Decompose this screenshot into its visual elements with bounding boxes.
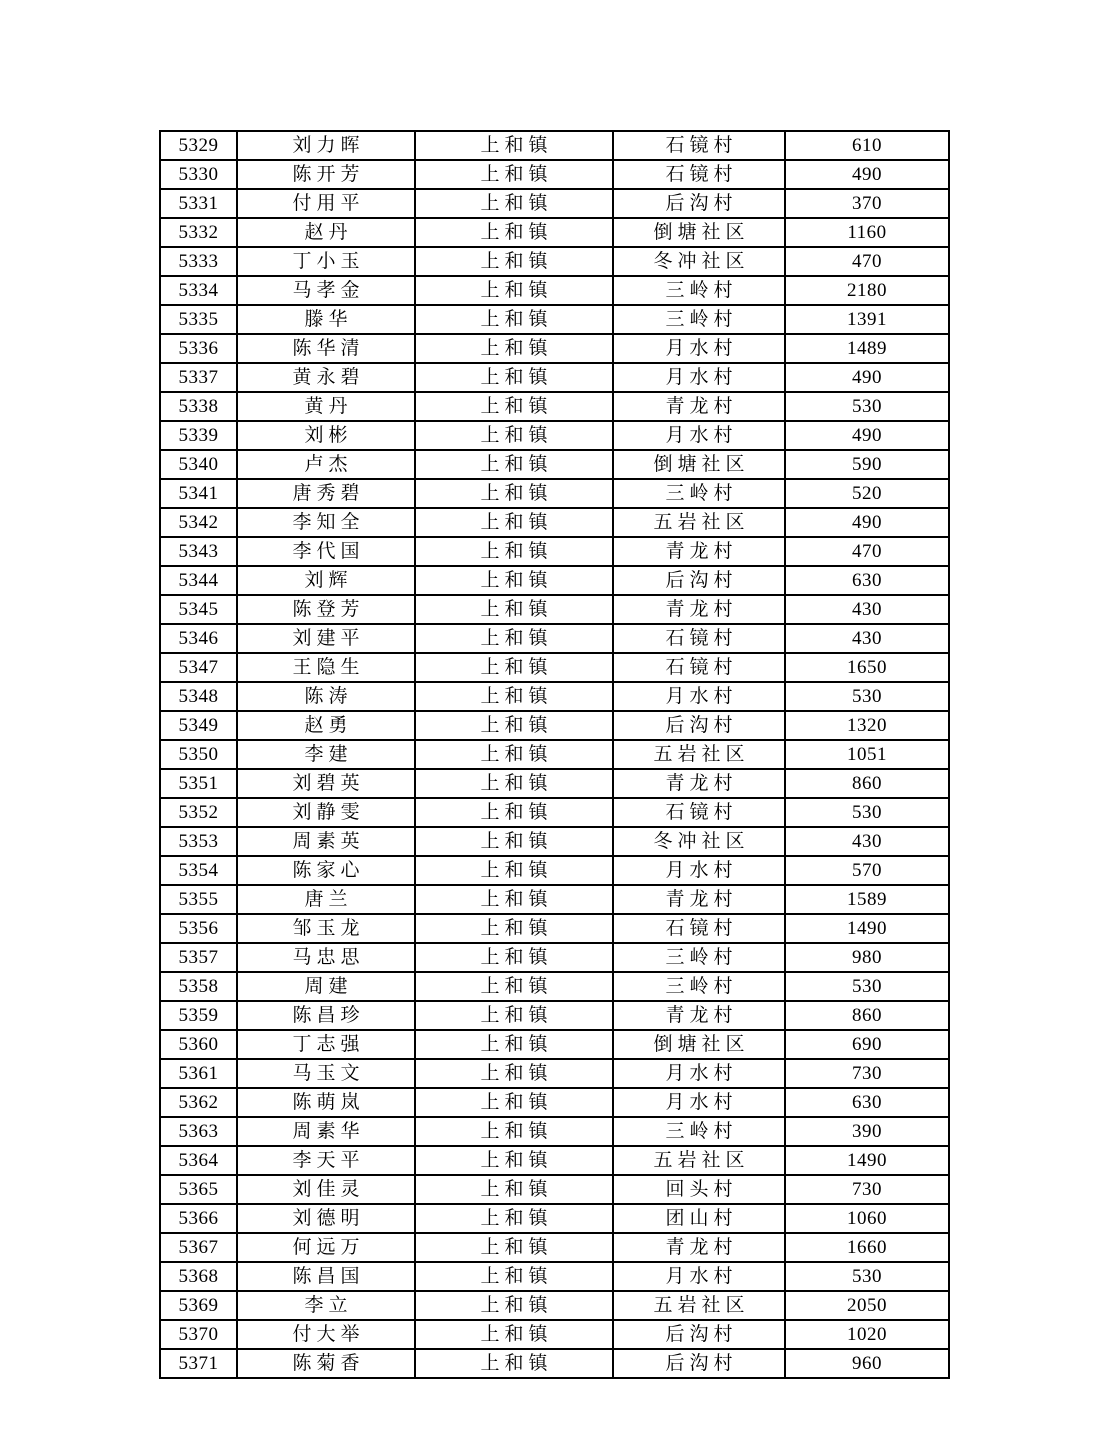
serial-cell: 5338 — [160, 392, 237, 421]
table-row — [160, 885, 949, 914]
town-cell: 上和镇 — [415, 566, 613, 595]
town-cell: 上和镇 — [415, 160, 613, 189]
serial-cell: 5349 — [160, 711, 237, 740]
village-cell: 三岭村 — [613, 1117, 785, 1146]
serial-cell: 5364 — [160, 1146, 237, 1175]
amount-cell: 1320 — [785, 711, 949, 740]
town-cell: 上和镇 — [415, 827, 613, 856]
table-row — [160, 1088, 949, 1117]
table-row — [160, 653, 949, 682]
name-cell: 唐兰 — [237, 885, 415, 914]
serial-cell: 5353 — [160, 827, 237, 856]
serial-cell: 5360 — [160, 1030, 237, 1059]
town-cell: 上和镇 — [415, 421, 613, 450]
serial-cell: 5332 — [160, 218, 237, 247]
amount-cell: 590 — [785, 450, 949, 479]
town-cell: 上和镇 — [415, 1204, 613, 1233]
table-row — [160, 1146, 949, 1175]
town-cell: 上和镇 — [415, 305, 613, 334]
town-cell: 上和镇 — [415, 392, 613, 421]
town-cell: 上和镇 — [415, 740, 613, 769]
amount-cell: 530 — [785, 392, 949, 421]
amount-cell: 1589 — [785, 885, 949, 914]
table-body — [160, 131, 949, 1378]
name-cell: 丁志强 — [237, 1030, 415, 1059]
name-cell: 李天平 — [237, 1146, 415, 1175]
town-cell: 上和镇 — [415, 1088, 613, 1117]
table-row — [160, 740, 949, 769]
table-row — [160, 595, 949, 624]
amount-cell: 490 — [785, 363, 949, 392]
serial-cell: 5354 — [160, 856, 237, 885]
town-cell: 上和镇 — [415, 508, 613, 537]
serial-cell: 5347 — [160, 653, 237, 682]
table-row — [160, 1204, 949, 1233]
village-cell: 月水村 — [613, 334, 785, 363]
town-cell: 上和镇 — [415, 943, 613, 972]
amount-cell: 470 — [785, 247, 949, 276]
table-row — [160, 943, 949, 972]
amount-cell: 470 — [785, 537, 949, 566]
amount-cell: 1060 — [785, 1204, 949, 1233]
amount-cell: 390 — [785, 1117, 949, 1146]
data-table — [159, 130, 950, 1379]
village-cell: 月水村 — [613, 1262, 785, 1291]
town-cell: 上和镇 — [415, 218, 613, 247]
table-row — [160, 189, 949, 218]
table-row — [160, 1320, 949, 1349]
village-cell: 青龙村 — [613, 885, 785, 914]
table-row — [160, 392, 949, 421]
serial-cell: 5334 — [160, 276, 237, 305]
town-cell: 上和镇 — [415, 856, 613, 885]
town-cell: 上和镇 — [415, 1233, 613, 1262]
town-cell: 上和镇 — [415, 1291, 613, 1320]
table-row — [160, 334, 949, 363]
name-cell: 陈昌珍 — [237, 1001, 415, 1030]
town-cell: 上和镇 — [415, 798, 613, 827]
name-cell: 陈开芳 — [237, 160, 415, 189]
serial-cell: 5330 — [160, 160, 237, 189]
town-cell: 上和镇 — [415, 247, 613, 276]
name-cell: 黄丹 — [237, 392, 415, 421]
serial-cell: 5367 — [160, 1233, 237, 1262]
serial-cell: 5346 — [160, 624, 237, 653]
serial-cell: 5371 — [160, 1349, 237, 1378]
name-cell: 刘建平 — [237, 624, 415, 653]
village-cell: 石镜村 — [613, 653, 785, 682]
amount-cell: 530 — [785, 1262, 949, 1291]
serial-cell: 5339 — [160, 421, 237, 450]
name-cell: 李立 — [237, 1291, 415, 1320]
amount-cell: 430 — [785, 827, 949, 856]
amount-cell: 1489 — [785, 334, 949, 363]
town-cell: 上和镇 — [415, 624, 613, 653]
town-cell: 上和镇 — [415, 1349, 613, 1378]
serial-cell: 5351 — [160, 769, 237, 798]
name-cell: 陈萌岚 — [237, 1088, 415, 1117]
serial-cell: 5363 — [160, 1117, 237, 1146]
serial-cell: 5344 — [160, 566, 237, 595]
town-cell: 上和镇 — [415, 1262, 613, 1291]
name-cell: 陈家心 — [237, 856, 415, 885]
serial-cell: 5366 — [160, 1204, 237, 1233]
town-cell: 上和镇 — [415, 682, 613, 711]
name-cell: 李建 — [237, 740, 415, 769]
table-row — [160, 218, 949, 247]
name-cell: 唐秀碧 — [237, 479, 415, 508]
name-cell: 付大举 — [237, 1320, 415, 1349]
name-cell: 黄永碧 — [237, 363, 415, 392]
amount-cell: 2180 — [785, 276, 949, 305]
amount-cell: 690 — [785, 1030, 949, 1059]
village-cell: 青龙村 — [613, 392, 785, 421]
town-cell: 上和镇 — [415, 595, 613, 624]
serial-cell: 5348 — [160, 682, 237, 711]
village-cell: 石镜村 — [613, 798, 785, 827]
village-cell: 冬冲社区 — [613, 827, 785, 856]
name-cell: 赵丹 — [237, 218, 415, 247]
village-cell: 团山村 — [613, 1204, 785, 1233]
serial-cell: 5337 — [160, 363, 237, 392]
village-cell: 后沟村 — [613, 566, 785, 595]
name-cell: 陈昌国 — [237, 1262, 415, 1291]
town-cell: 上和镇 — [415, 276, 613, 305]
table-row — [160, 769, 949, 798]
village-cell: 石镜村 — [613, 160, 785, 189]
table-row — [160, 1001, 949, 1030]
name-cell: 刘彬 — [237, 421, 415, 450]
town-cell: 上和镇 — [415, 131, 613, 160]
table-row — [160, 624, 949, 653]
table-row — [160, 131, 949, 160]
name-cell: 刘德明 — [237, 1204, 415, 1233]
village-cell: 青龙村 — [613, 769, 785, 798]
name-cell: 陈登芳 — [237, 595, 415, 624]
serial-cell: 5335 — [160, 305, 237, 334]
amount-cell: 530 — [785, 682, 949, 711]
town-cell: 上和镇 — [415, 1030, 613, 1059]
serial-cell: 5365 — [160, 1175, 237, 1204]
village-cell: 倒塘社区 — [613, 450, 785, 479]
table-row — [160, 363, 949, 392]
name-cell: 王隐生 — [237, 653, 415, 682]
village-cell: 月水村 — [613, 1088, 785, 1117]
town-cell: 上和镇 — [415, 1175, 613, 1204]
amount-cell: 430 — [785, 595, 949, 624]
amount-cell: 2050 — [785, 1291, 949, 1320]
amount-cell: 490 — [785, 421, 949, 450]
table-row — [160, 798, 949, 827]
town-cell: 上和镇 — [415, 711, 613, 740]
table-row — [160, 914, 949, 943]
town-cell: 上和镇 — [415, 189, 613, 218]
name-cell: 付用平 — [237, 189, 415, 218]
amount-cell: 370 — [785, 189, 949, 218]
amount-cell: 860 — [785, 769, 949, 798]
village-cell: 青龙村 — [613, 1001, 785, 1030]
town-cell: 上和镇 — [415, 972, 613, 1001]
name-cell: 何远万 — [237, 1233, 415, 1262]
village-cell: 青龙村 — [613, 1233, 785, 1262]
village-cell: 三岭村 — [613, 479, 785, 508]
serial-cell: 5333 — [160, 247, 237, 276]
amount-cell: 730 — [785, 1175, 949, 1204]
table-row — [160, 682, 949, 711]
town-cell: 上和镇 — [415, 479, 613, 508]
village-cell: 月水村 — [613, 682, 785, 711]
amount-cell: 530 — [785, 972, 949, 1001]
village-cell: 三岭村 — [613, 276, 785, 305]
table-row — [160, 537, 949, 566]
village-cell: 月水村 — [613, 1059, 785, 1088]
town-cell: 上和镇 — [415, 769, 613, 798]
amount-cell: 520 — [785, 479, 949, 508]
amount-cell: 630 — [785, 1088, 949, 1117]
serial-cell: 5336 — [160, 334, 237, 363]
town-cell: 上和镇 — [415, 1059, 613, 1088]
serial-cell: 5342 — [160, 508, 237, 537]
name-cell: 周建 — [237, 972, 415, 1001]
town-cell: 上和镇 — [415, 885, 613, 914]
village-cell: 月水村 — [613, 856, 785, 885]
town-cell: 上和镇 — [415, 450, 613, 479]
town-cell: 上和镇 — [415, 334, 613, 363]
name-cell: 赵勇 — [237, 711, 415, 740]
village-cell: 三岭村 — [613, 943, 785, 972]
village-cell: 五岩社区 — [613, 508, 785, 537]
table-row — [160, 1233, 949, 1262]
name-cell: 刘辉 — [237, 566, 415, 595]
serial-cell: 5343 — [160, 537, 237, 566]
name-cell: 陈华清 — [237, 334, 415, 363]
serial-cell: 5361 — [160, 1059, 237, 1088]
table-row — [160, 1291, 949, 1320]
name-cell: 刘力晖 — [237, 131, 415, 160]
serial-cell: 5331 — [160, 189, 237, 218]
name-cell: 马孝金 — [237, 276, 415, 305]
table-row — [160, 1117, 949, 1146]
name-cell: 李知全 — [237, 508, 415, 537]
name-cell: 周素华 — [237, 1117, 415, 1146]
amount-cell: 1160 — [785, 218, 949, 247]
table-row — [160, 711, 949, 740]
table-row — [160, 508, 949, 537]
table-row — [160, 1175, 949, 1204]
town-cell: 上和镇 — [415, 1001, 613, 1030]
table-row — [160, 421, 949, 450]
name-cell: 李代国 — [237, 537, 415, 566]
table-row — [160, 1059, 949, 1088]
village-cell: 石镜村 — [613, 131, 785, 160]
name-cell: 马忠思 — [237, 943, 415, 972]
village-cell: 冬冲社区 — [613, 247, 785, 276]
name-cell: 刘碧英 — [237, 769, 415, 798]
village-cell: 后沟村 — [613, 189, 785, 218]
name-cell: 刘佳灵 — [237, 1175, 415, 1204]
amount-cell: 630 — [785, 566, 949, 595]
town-cell: 上和镇 — [415, 1117, 613, 1146]
serial-cell: 5359 — [160, 1001, 237, 1030]
village-cell: 后沟村 — [613, 711, 785, 740]
amount-cell: 730 — [785, 1059, 949, 1088]
village-cell: 三岭村 — [613, 305, 785, 334]
village-cell: 月水村 — [613, 421, 785, 450]
serial-cell: 5368 — [160, 1262, 237, 1291]
name-cell: 刘静雯 — [237, 798, 415, 827]
town-cell: 上和镇 — [415, 1146, 613, 1175]
table-row — [160, 827, 949, 856]
name-cell: 丁小玉 — [237, 247, 415, 276]
village-cell: 倒塘社区 — [613, 1030, 785, 1059]
amount-cell: 490 — [785, 160, 949, 189]
table-row — [160, 305, 949, 334]
table-row — [160, 450, 949, 479]
serial-cell: 5369 — [160, 1291, 237, 1320]
amount-cell: 980 — [785, 943, 949, 972]
village-cell: 石镜村 — [613, 624, 785, 653]
village-cell: 五岩社区 — [613, 1146, 785, 1175]
name-cell: 陈菊香 — [237, 1349, 415, 1378]
table-row — [160, 247, 949, 276]
serial-cell: 5340 — [160, 450, 237, 479]
amount-cell: 1391 — [785, 305, 949, 334]
village-cell: 三岭村 — [613, 972, 785, 1001]
serial-cell: 5329 — [160, 131, 237, 160]
amount-cell: 610 — [785, 131, 949, 160]
serial-cell: 5370 — [160, 1320, 237, 1349]
village-cell: 青龙村 — [613, 595, 785, 624]
village-cell: 五岩社区 — [613, 740, 785, 769]
village-cell: 回头村 — [613, 1175, 785, 1204]
amount-cell: 1490 — [785, 914, 949, 943]
name-cell: 卢杰 — [237, 450, 415, 479]
village-cell: 青龙村 — [613, 537, 785, 566]
table-row — [160, 479, 949, 508]
village-cell: 后沟村 — [613, 1349, 785, 1378]
serial-cell: 5350 — [160, 740, 237, 769]
table-row — [160, 1349, 949, 1378]
table-row — [160, 566, 949, 595]
amount-cell: 860 — [785, 1001, 949, 1030]
serial-cell: 5356 — [160, 914, 237, 943]
name-cell: 邹玉龙 — [237, 914, 415, 943]
village-cell: 后沟村 — [613, 1320, 785, 1349]
amount-cell: 530 — [785, 798, 949, 827]
amount-cell: 570 — [785, 856, 949, 885]
serial-cell: 5352 — [160, 798, 237, 827]
serial-cell: 5358 — [160, 972, 237, 1001]
amount-cell: 490 — [785, 508, 949, 537]
serial-cell: 5345 — [160, 595, 237, 624]
serial-cell: 5362 — [160, 1088, 237, 1117]
amount-cell: 1650 — [785, 653, 949, 682]
town-cell: 上和镇 — [415, 653, 613, 682]
town-cell: 上和镇 — [415, 363, 613, 392]
name-cell: 陈涛 — [237, 682, 415, 711]
amount-cell: 960 — [785, 1349, 949, 1378]
town-cell: 上和镇 — [415, 914, 613, 943]
village-cell: 石镜村 — [613, 914, 785, 943]
table-row — [160, 1030, 949, 1059]
serial-cell: 5341 — [160, 479, 237, 508]
name-cell: 滕华 — [237, 305, 415, 334]
town-cell: 上和镇 — [415, 537, 613, 566]
name-cell: 马玉文 — [237, 1059, 415, 1088]
amount-cell: 1051 — [785, 740, 949, 769]
table-row — [160, 972, 949, 1001]
village-cell: 月水村 — [613, 363, 785, 392]
town-cell: 上和镇 — [415, 1320, 613, 1349]
village-cell: 五岩社区 — [613, 1291, 785, 1320]
name-cell: 周素英 — [237, 827, 415, 856]
table-row — [160, 276, 949, 305]
amount-cell: 430 — [785, 624, 949, 653]
amount-cell: 1490 — [785, 1146, 949, 1175]
table-row — [160, 160, 949, 189]
serial-cell: 5357 — [160, 943, 237, 972]
serial-cell: 5355 — [160, 885, 237, 914]
village-cell: 倒塘社区 — [613, 218, 785, 247]
amount-cell: 1020 — [785, 1320, 949, 1349]
table-row — [160, 856, 949, 885]
table-row — [160, 1262, 949, 1291]
amount-cell: 1660 — [785, 1233, 949, 1262]
